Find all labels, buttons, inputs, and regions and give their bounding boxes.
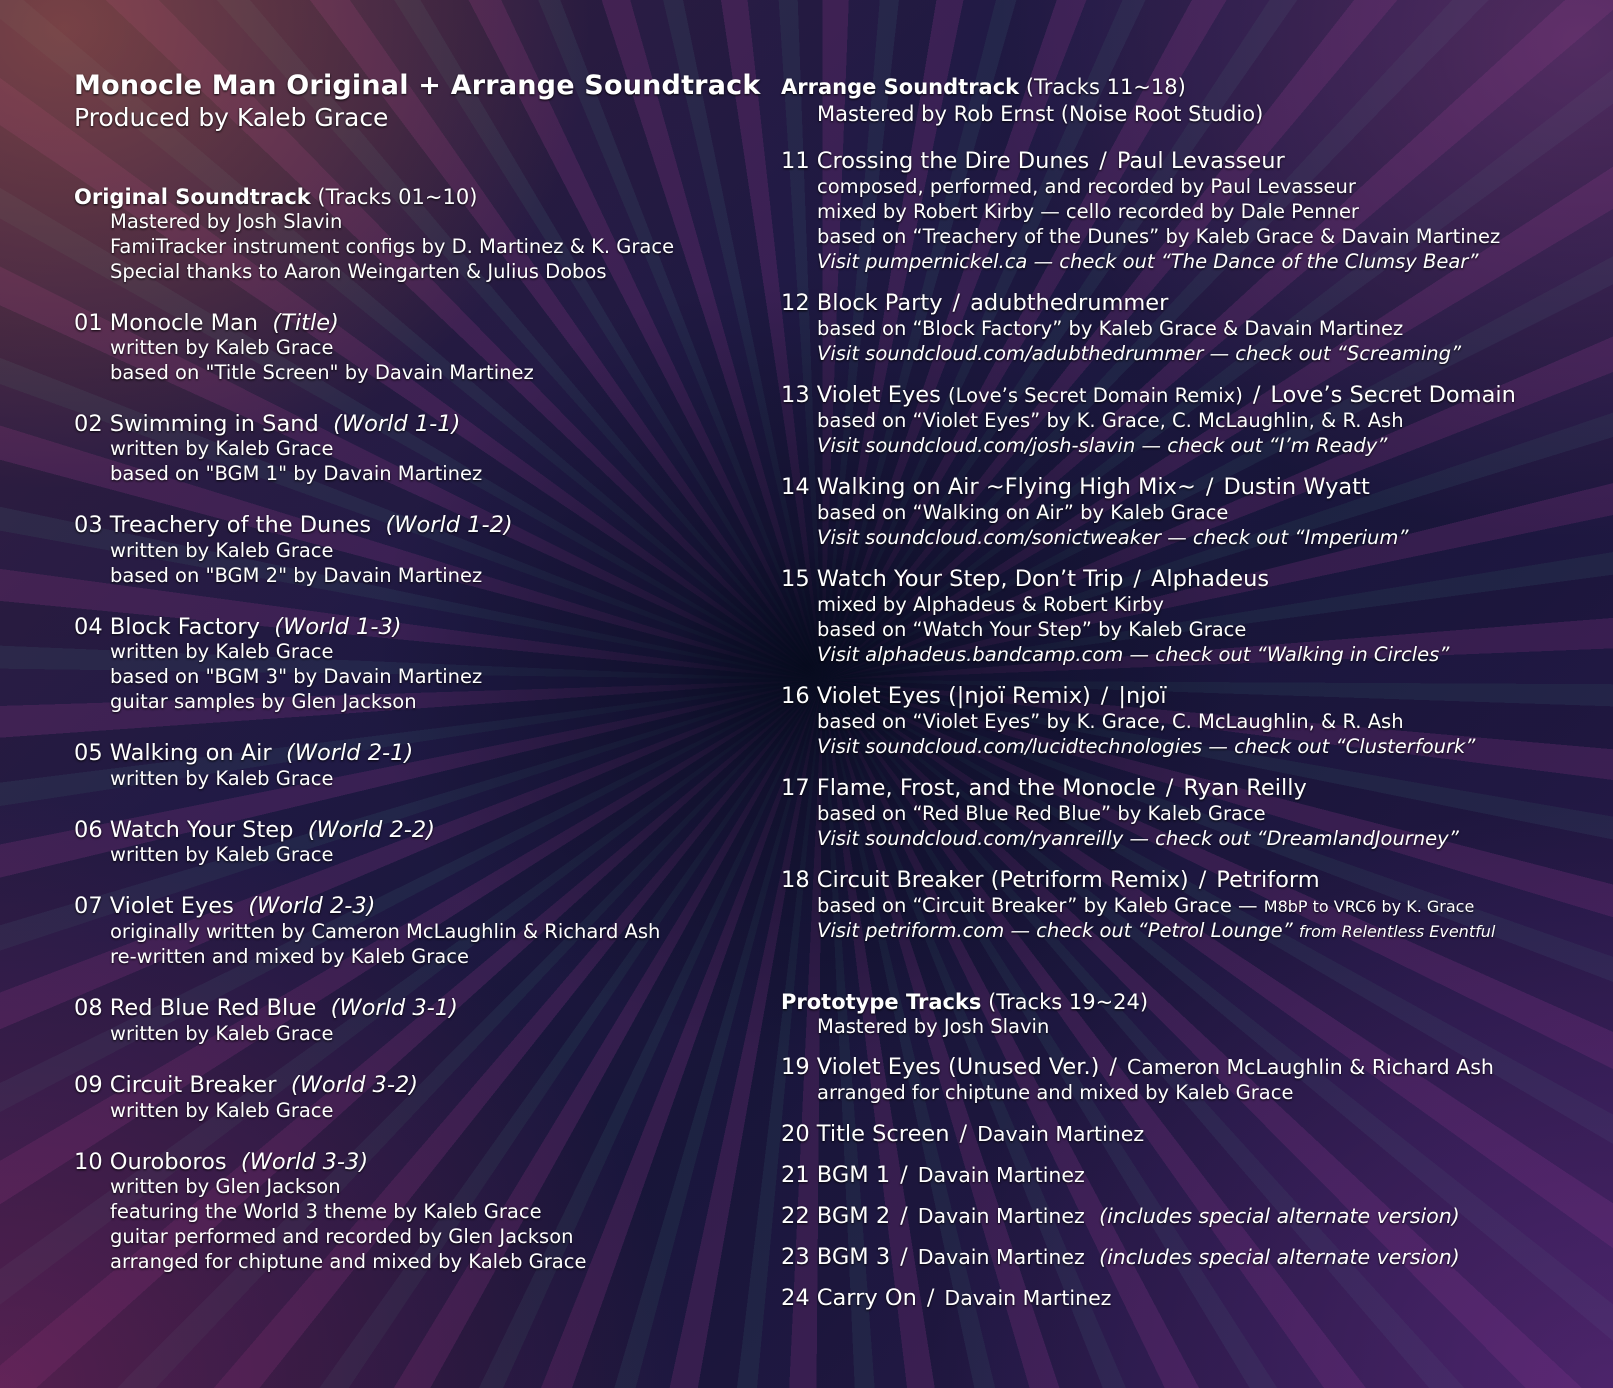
track-artist: Davain Martinez (944, 1286, 1112, 1310)
album-producer: Produced by Kaleb Grace (74, 103, 389, 132)
artist-link: Visit soundcloud.com/adubthedrummer — check out “Screaming” (817, 342, 1462, 365)
track-credit: written by Kaleb Grace (110, 437, 334, 460)
original-heading-tracks: (Tracks 01~10) (317, 185, 478, 209)
track-credit: written by Kaleb Grace (110, 539, 334, 562)
original-heading (74, 185, 477, 209)
track-title (781, 684, 1167, 710)
track-credit-main: based on “Circuit Breaker” by Kaleb Grace — (817, 894, 1258, 917)
slash-separator: / (900, 1244, 908, 1270)
track-title (74, 615, 402, 641)
track-title (74, 412, 460, 438)
track-artist: |njoï (1118, 683, 1167, 709)
track-artist: Ryan Reilly (1183, 775, 1307, 801)
track-title (781, 1055, 1494, 1081)
track-name: 23 BGM 3 (781, 1244, 891, 1270)
track-stage: (World 1-1) (333, 411, 461, 437)
track-credit: written by Kaleb Grace (110, 843, 334, 866)
slash-separator: / (1100, 683, 1109, 709)
artist-link-small: from Relentless Eventful (1298, 922, 1496, 941)
track-title (74, 818, 435, 844)
prototype-credit: Mastered by Josh Slavin (817, 1015, 1050, 1038)
track-credit: based on “Block Factory” by Kaleb Grace & Davain Martinez (817, 317, 1404, 340)
artist-link: Visit soundcloud.com/josh-slavin — check out “I’m Ready” (817, 434, 1388, 457)
track-credit-small: M8bP to VRC6 by K. Grace (1263, 897, 1475, 916)
track-credit: based on “Violet Eyes” by K. Grace, C. McLaughlin, & R. Ash (817, 409, 1404, 432)
track-name: 06 Watch Your Step (74, 817, 294, 843)
track-artist: Petriform (1216, 867, 1320, 893)
track-credit: based on "BGM 3" by Davain Martinez (110, 665, 483, 688)
track-name: 17 Flame, Frost, and the Monocle (781, 775, 1156, 801)
slash-separator: / (1252, 382, 1261, 408)
track-title (74, 513, 513, 539)
track-credit: based on “Treachery of the Dunes” by Kaleb Grace & Davain Martinez (817, 225, 1501, 248)
artist-link: Visit alphadeus.bandcamp.com — check out “Walking in Circles” (817, 643, 1450, 666)
track-title (781, 1163, 1085, 1189)
track-name: 01 Monocle Man (74, 310, 259, 336)
arrange-credit: Mastered by Rob Ernst (Noise Root Studio) (817, 102, 1264, 126)
slash-separator: / (926, 1285, 935, 1311)
track-name: 09 Circuit Breaker (74, 1072, 277, 1098)
track-title (74, 894, 375, 920)
track-name: 07 Violet Eyes (74, 893, 234, 919)
track-title (781, 291, 1168, 317)
track-name: 16 Violet Eyes (|njoï Remix) (781, 683, 1091, 709)
track-name: 03 Treachery of the Dunes (74, 512, 372, 538)
track-stage: (World 2-2) (307, 817, 435, 843)
prototype-heading-tracks: (Tracks 19~24) (988, 990, 1149, 1014)
track-stage: (World 2-3) (248, 893, 376, 919)
track-stage: (World 3-3) (240, 1149, 369, 1175)
track-credit: written by Kaleb Grace (110, 640, 334, 663)
track-stage: (World 1-3) (274, 614, 402, 640)
track-title (781, 149, 1285, 175)
slash-separator: / (1099, 148, 1107, 174)
track-credit: written by Kaleb Grace (110, 336, 334, 359)
track-credit: arranged for chiptune and mixed by Kaleb Grace (817, 1081, 1294, 1104)
track-name: 22 BGM 2 (781, 1203, 891, 1229)
track-name: 12 Block Party (781, 290, 943, 316)
track-name: 02 Swimming in Sand (74, 411, 319, 437)
track-credit: based on “Violet Eyes” by K. Grace, C. McLaughlin, & R. Ash (817, 710, 1404, 733)
arrange-heading-tracks: (Tracks 11~18) (1025, 75, 1186, 99)
track-stage: (Title) (272, 310, 339, 336)
track-credit: written by Kaleb Grace (110, 1022, 334, 1045)
track-stage: (World 1-2) (385, 512, 513, 538)
track-name: 14 Walking on Air ~Flying High Mix~ (781, 474, 1196, 500)
original-credit: FamiTracker instrument configs by D. Martinez & K. Grace (110, 235, 675, 258)
track-stage: (World 3-2) (290, 1072, 419, 1098)
track-credit: mixed by Alphadeus & Robert Kirby (817, 593, 1164, 616)
track-credit: based on "BGM 2" by Davain Martinez (110, 564, 483, 587)
track-artist: Cameron McLaughlin & Richard Ash (1126, 1055, 1494, 1079)
track-artist: Davain Martinez (917, 1163, 1085, 1187)
original-credit: Mastered by Josh Slavin (110, 210, 343, 233)
track-name: 11 Crossing the Dire Dunes (781, 148, 1090, 174)
track-credit: based on "BGM 1" by Davain Martinez (110, 462, 483, 485)
track-name: 18 Circuit Breaker (Petriform Remix) (781, 867, 1189, 893)
slash-separator: / (1198, 867, 1207, 893)
prototype-heading (781, 990, 1148, 1014)
track-artist: adubthedrummer (970, 290, 1169, 316)
track-name: 21 BGM 1 (781, 1162, 891, 1188)
track-title (781, 776, 1307, 802)
track-credit: originally written by Cameron McLaughlin & Richard Ash (110, 920, 661, 943)
track-title (781, 1204, 1460, 1230)
track-title (781, 383, 1516, 409)
track-stage: (World 3-1) (330, 995, 458, 1021)
track-artist: Paul Levasseur (1116, 148, 1285, 174)
slash-separator: / (1165, 775, 1174, 801)
track-artist: Alphadeus (1151, 566, 1270, 592)
track-title (781, 868, 1320, 894)
artist-link: Visit soundcloud.com/ryanreilly — check out “DreamlandJourney” (817, 827, 1459, 850)
track-credit: written by Kaleb Grace (110, 767, 334, 790)
album-title: Monocle Man Original + Arrange Soundtrack (74, 70, 761, 101)
track-title (781, 567, 1269, 593)
slash-separator: / (952, 290, 961, 316)
track-name: 04 Block Factory (74, 614, 260, 640)
track-title (74, 311, 339, 337)
slash-separator: / (900, 1162, 908, 1188)
track-name: 20 Title Screen (781, 1121, 950, 1147)
track-credit: arranged for chiptune and mixed by Kaleb Grace (110, 1250, 587, 1273)
slash-separator: / (959, 1121, 968, 1147)
slash-separator: / (1133, 566, 1141, 592)
track-credit (781, 895, 1474, 917)
track-title (74, 996, 458, 1022)
original-credit: Special thanks to Aaron Weingarten & Julius Dobos (110, 260, 607, 283)
track-credit: composed, performed, and recorded by Paul Levasseur (817, 175, 1356, 198)
track-stage: (World 2-1) (286, 740, 414, 766)
track-artist: Dustin Wyatt (1223, 474, 1370, 500)
track-title (781, 475, 1370, 501)
track-artist: Davain Martinez (977, 1122, 1145, 1146)
track-credit: based on "Title Screen" by Davain Martinez (110, 361, 534, 384)
track-credit: featuring the World 3 theme by Kaleb Grace (110, 1200, 542, 1223)
original-heading-label: Original Soundtrack (74, 185, 311, 209)
prototype-heading-label: Prototype Tracks (781, 990, 982, 1014)
slash-separator: / (900, 1203, 908, 1229)
track-artist: Love’s Secret Domain (1270, 382, 1516, 408)
track-name: 19 Violet Eyes (Unused Ver.) (781, 1054, 1100, 1080)
track-note: (includes special alternate version) (1099, 1204, 1460, 1228)
track-artist: Davain Martinez (917, 1204, 1085, 1228)
track-title (74, 1150, 368, 1176)
track-title (74, 1073, 418, 1099)
track-credit: guitar performed and recorded by Glen Jackson (110, 1225, 574, 1248)
track-name: 05 Walking on Air (74, 740, 272, 766)
track-artist: Davain Martinez (917, 1245, 1085, 1269)
track-name: 13 Violet Eyes (781, 382, 941, 408)
slash-separator: / (1109, 1054, 1117, 1080)
track-credit: written by Glen Jackson (110, 1175, 341, 1198)
track-credit: based on “Watch Your Step” by Kaleb Grace (817, 618, 1247, 641)
track-credit: mixed by Robert Kirby — cello recorded by Dale Penner (817, 200, 1359, 223)
track-name: 24 Carry On (781, 1285, 917, 1311)
artist-link: Visit soundcloud.com/lucidtechnologies — check out “Clusterfourk” (817, 735, 1476, 758)
arrange-heading (781, 75, 1186, 99)
arrange-heading-label: Arrange Soundtrack (781, 75, 1020, 99)
artist-link (781, 920, 1495, 942)
track-title (781, 1286, 1111, 1312)
track-credit: guitar samples by Glen Jackson (110, 690, 417, 713)
artist-link: Visit soundcloud.com/sonictweaker — check out “Imperium” (817, 526, 1409, 549)
artist-link-main: Visit petriform.com — check out “Petrol Lounge” (817, 919, 1293, 942)
track-credit: based on “Walking on Air” by Kaleb Grace (817, 501, 1229, 524)
track-title (781, 1245, 1460, 1271)
track-credit: based on “Red Blue Red Blue” by Kaleb Grace (817, 802, 1266, 825)
track-name: 08 Red Blue Red Blue (74, 995, 317, 1021)
track-title (781, 1122, 1144, 1148)
track-name: 10 Ouroboros (74, 1149, 227, 1175)
track-name: 15 Watch Your Step, Don’t Trip (781, 566, 1124, 592)
track-title (74, 741, 413, 767)
track-note: (includes special alternate version) (1099, 1245, 1460, 1269)
artist-link: Visit pumpernickel.ca — check out “The Dance of the Clumsy Bear” (817, 250, 1479, 273)
track-credit: written by Kaleb Grace (110, 1099, 334, 1122)
slash-separator: / (1205, 474, 1214, 500)
track-remix-note: (Love’s Secret Domain Remix) (948, 384, 1243, 407)
track-credit: re-written and mixed by Kaleb Grace (110, 945, 469, 968)
